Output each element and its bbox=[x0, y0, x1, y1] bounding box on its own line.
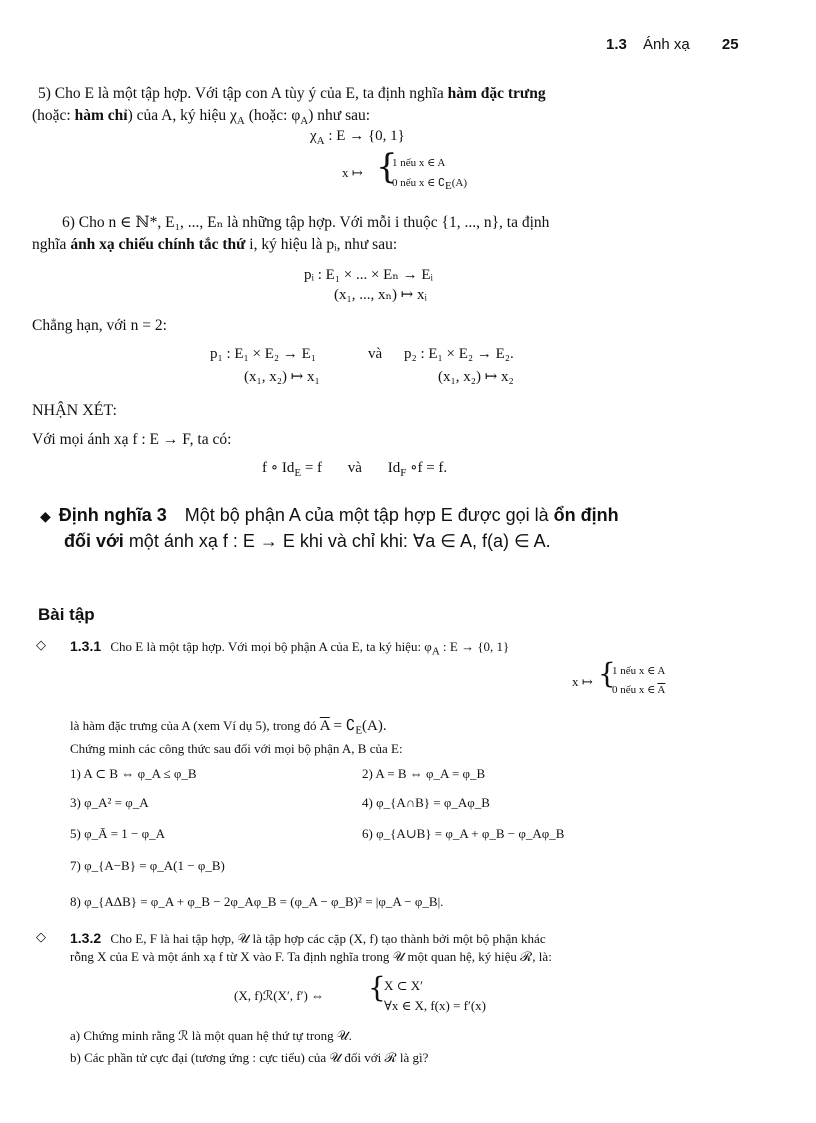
exercise-1-item-6: 6) φ_{A∪B} = φ_A + φ_B − φ_Aφ_B bbox=[362, 826, 565, 841]
exercises-heading: Bài tập bbox=[38, 605, 95, 624]
exercise-1-item-2: 2) A = B ⇔ φ_A = φ_B bbox=[362, 766, 486, 781]
ex6-line2: nghĩa ánh xạ chiếu chính tắc thứ i, ký hiệu là pᵢ, như sau: bbox=[32, 236, 398, 253]
ex5-case1: 1 nếu x ∈ A bbox=[392, 157, 446, 169]
exercise-1-item-4: 4) φ_{A∩B} = φ_Aφ_B bbox=[362, 795, 490, 810]
exercise-2-lhs: (X, f)ℛ(X′, f′) ⇔ bbox=[234, 988, 325, 1003]
definition-line2: đối với một ánh xạ f : E → E khi và chỉ khi: ∀a ∈ A, f(a) ∈ A. bbox=[64, 531, 551, 551]
definition-bullet: ◆ bbox=[40, 508, 51, 524]
ex5-line1: 5) Cho E là một tập hợp. Với tập con A tùy ý của E, ta định nghĩa hàm đặc trưng bbox=[38, 85, 546, 102]
remark-title: NHẬN XÉT: bbox=[32, 402, 117, 419]
exercise-1-item-8: 8) φ_{AΔB} = φ_A + φ_B − 2φ_Aφ_B = (φ_A − φ_B)² = |φ_A − φ_B|. bbox=[70, 894, 444, 909]
ex5-mapsto: x ↦ bbox=[342, 165, 363, 180]
exercise-2-brace: { bbox=[368, 971, 386, 1004]
ex6-p2-a: p₂ : E₁ × E₂ → E₂. bbox=[404, 346, 514, 362]
ex6-p1-b: (x₁, x₂) ↦ x₁ bbox=[244, 369, 320, 385]
exercise-2-line2: rỗng X của E và một ánh xạ f từ X vào F. Ta định nghĩa trong 𝒰 một quan hệ, ký hiệu ℛ, là: bbox=[70, 949, 552, 964]
exercise-1-item-7: 7) φ_{A−B} = φ_A(1 − φ_B) bbox=[70, 858, 225, 873]
exercise-2-cond2: ∀x ∈ X, f(x) = f′(x) bbox=[384, 998, 487, 1013]
exercise-1-item-1: 1) A ⊂ B ⇔ φ_A ≤ φ_B bbox=[70, 766, 197, 781]
exercise-2-part-b: b) Các phần tử cực đại (tương ứng : cực tiểu) của 𝒰 đối với ℛ là gì? bbox=[70, 1050, 429, 1065]
exercise-1-line2: là hàm đặc trưng của A (xem Ví dụ 5), trong đó $\overline{A}$ = $∁_E(A)$. bbox=[70, 718, 387, 737]
ex6-p2-b: (x₁, x₂) ↦ x₂ bbox=[438, 369, 514, 385]
page-number: 25 bbox=[721, 36, 739, 53]
ex5-line2: (hoặc: hàm chỉ) của A, ký hiệu $\chi_A$ (hoặc: $\varphi_A$) như sau: bbox=[32, 107, 371, 128]
section-number: 1.3 bbox=[606, 36, 627, 53]
remark-formula: f ∘ $Id_E = f$ và $Id_F$ ∘f = f. bbox=[262, 460, 448, 479]
ex6-example: Chẳng hạn, với n = 2: bbox=[32, 317, 167, 334]
ex5-bold-term: hàm đặc trưng bbox=[447, 85, 546, 102]
ex6-formula-1: pᵢ : E₁ × ... × Eₙ → Eᵢ bbox=[304, 267, 433, 283]
ex6-line1: 6) Cho n ∈ ℕ*, E₁, ..., Eₙ là những tập hợp. Với mỗi i thuộc {1, ..., n}, ta định bbox=[62, 214, 550, 231]
exercise-2-part-a: a) Chứng minh rằng ℛ là một quan hệ thứ tự trong 𝒰. bbox=[70, 1028, 352, 1043]
exercise-1-brace: { bbox=[598, 657, 616, 690]
ex5-brace: { bbox=[376, 147, 398, 187]
exercise-1-case1: 1 nếu x ∈ A bbox=[612, 665, 666, 677]
exercise-2-line1: 1.3.2 Cho E, F là hai tập hợp, 𝒰 là tập hợp các cặp (X, f) tạo thành bởi một bộ phận khác bbox=[70, 930, 546, 946]
exercise-1-mapsto: x ↦ bbox=[572, 674, 593, 689]
definition-line1: ◆ Định nghĩa 3 Một bộ phận A của một tập hợp E được gọi là ổn định bbox=[40, 505, 619, 525]
exercise-1-case2: 0 nếu x ∈ $\overline{A}$ bbox=[612, 684, 666, 696]
exercise-2-diamond-icon: ◇ bbox=[36, 930, 46, 945]
exercise-1-item-3: 3) φ_A² = φ_A bbox=[70, 795, 149, 810]
page-header bbox=[606, 36, 739, 53]
ex5-formula: $\chi_A$ : E → {0, 1} bbox=[310, 128, 405, 147]
ex6-p1-a: p₁ : E₁ × E₂ → E₁ bbox=[210, 346, 317, 362]
ex6-formula-2: (x₁, ..., xₙ) ↦ xᵢ bbox=[334, 287, 427, 303]
exercise-1-diamond-icon: ◇ bbox=[36, 638, 46, 653]
remark-text: Với mọi ánh xạ f : E → F, ta có: bbox=[32, 431, 232, 448]
ex5-case2: 0 nếu x ∈ $∁_E(A)$ bbox=[392, 177, 468, 193]
exercise-2-cond1: X ⊂ X′ bbox=[384, 978, 424, 993]
ex6-and: và bbox=[368, 346, 383, 362]
exercise-1-line3: Chứng minh các công thức sau đối với mọi bộ phận A, B của E: bbox=[70, 741, 403, 756]
section-title: Ánh xạ bbox=[643, 36, 690, 53]
exercise-1-line1: 1.3.1 Cho E là một tập hợp. Với mọi bộ phận A của E, ta ký hiệu: $\varphi_A$ : E → {0, 1} bbox=[70, 638, 510, 658]
exercise-1-item-5: 5) φ_Ā = 1 − φ_A bbox=[70, 826, 166, 841]
definition-label: Định nghĩa 3 bbox=[58, 505, 167, 525]
